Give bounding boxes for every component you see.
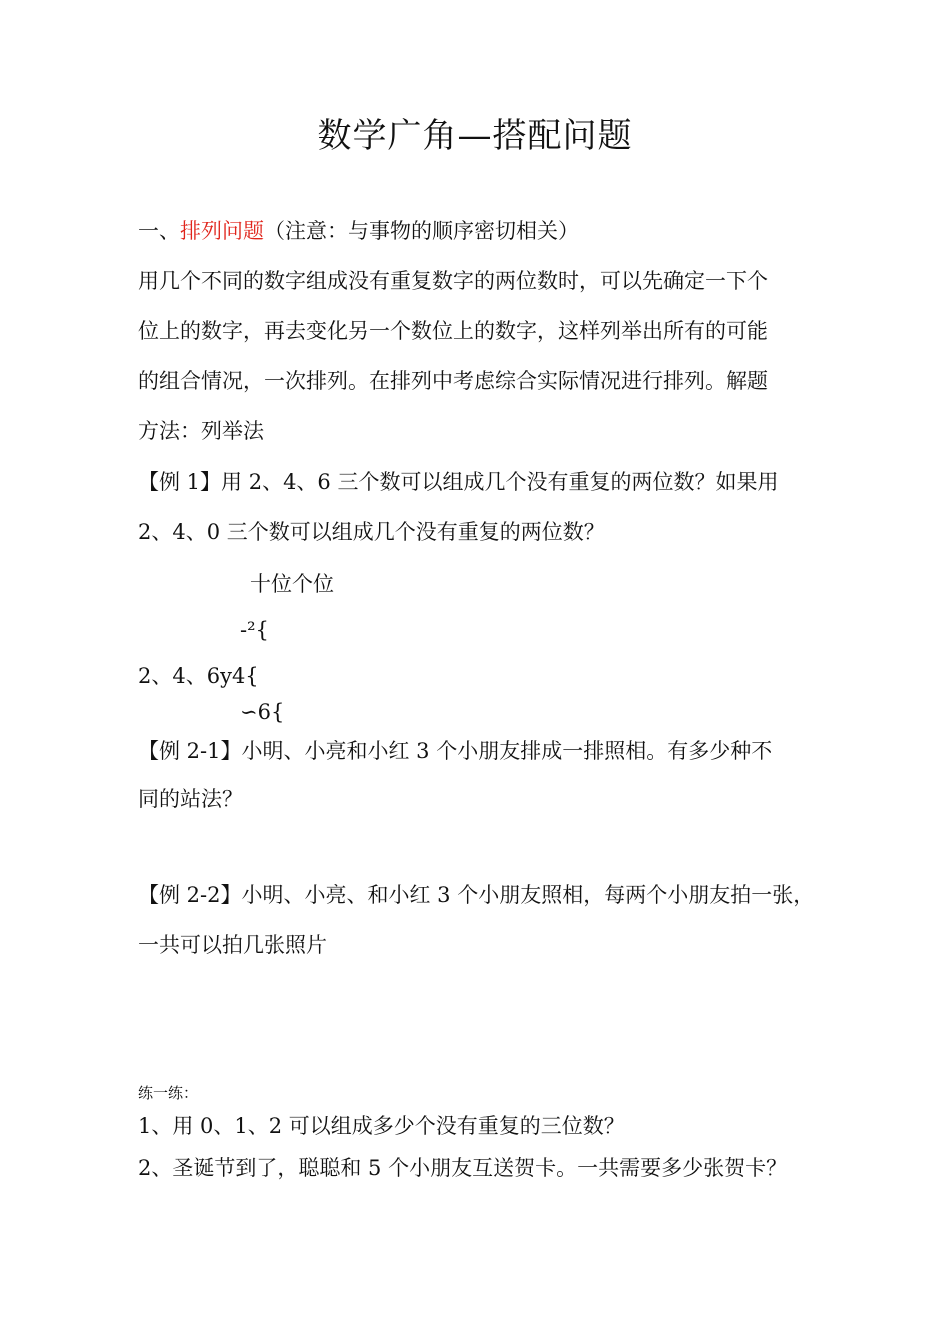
practice-item: 1、用 0、1、2 可以组成多少个没有重复的三位数？ [138, 1114, 625, 1138]
example2-2-line: 【例 2-2】小明、小亮、和小红 3 个小朋友照相，每两个小朋友拍一张， [138, 883, 815, 907]
example1-line: 【例 1】用 2、4、6 三个数可以组成几个没有重复的两位数？如果用 [138, 470, 779, 494]
example2-1-line: 同的站法？ [138, 787, 243, 811]
example2-1-line: 【例 2-1】小明、小亮和小红 3 个小朋友排成一排照相。有多少种不 [138, 739, 773, 763]
paragraph-line: 用几个不同的数字组成没有重复数字的两位数时，可以先确定一下个 [138, 269, 768, 293]
practice-item: 2、圣诞节到了，聪聪和 5 个小朋友互送贺卡。一共需要多少张贺卡？ [138, 1156, 788, 1180]
section-title: 排列问题 [180, 219, 264, 243]
paragraph-line: 方法：列举法 [138, 419, 264, 443]
tree-branch-bottom: ∽6{ [240, 700, 285, 724]
section-note: （注意：与事物的顺序密切相关） [264, 219, 579, 243]
practice-label: 练一练： [138, 1084, 199, 1102]
example1-line: 2、4、0 三个数可以组成几个没有重复的两位数？ [138, 520, 605, 544]
tree-root: 2、4、6y4{ [138, 664, 259, 688]
tree-header: 十位个位 [250, 572, 334, 596]
tree-branch-top: -²{ [240, 618, 269, 642]
paragraph-line: 位上的数字，再去变化另一个数位上的数字，这样列举出所有的可能 [138, 319, 768, 343]
section-number: 一、 [138, 219, 180, 243]
paragraph-line: 的组合情况，一次排列。在排列中考虑综合实际情况进行排列。解题 [138, 369, 768, 393]
section-heading [138, 216, 579, 246]
document-title: 数学广角—搭配问题 [317, 116, 633, 156]
example2-2-line: 一共可以拍几张照片 [138, 933, 327, 957]
